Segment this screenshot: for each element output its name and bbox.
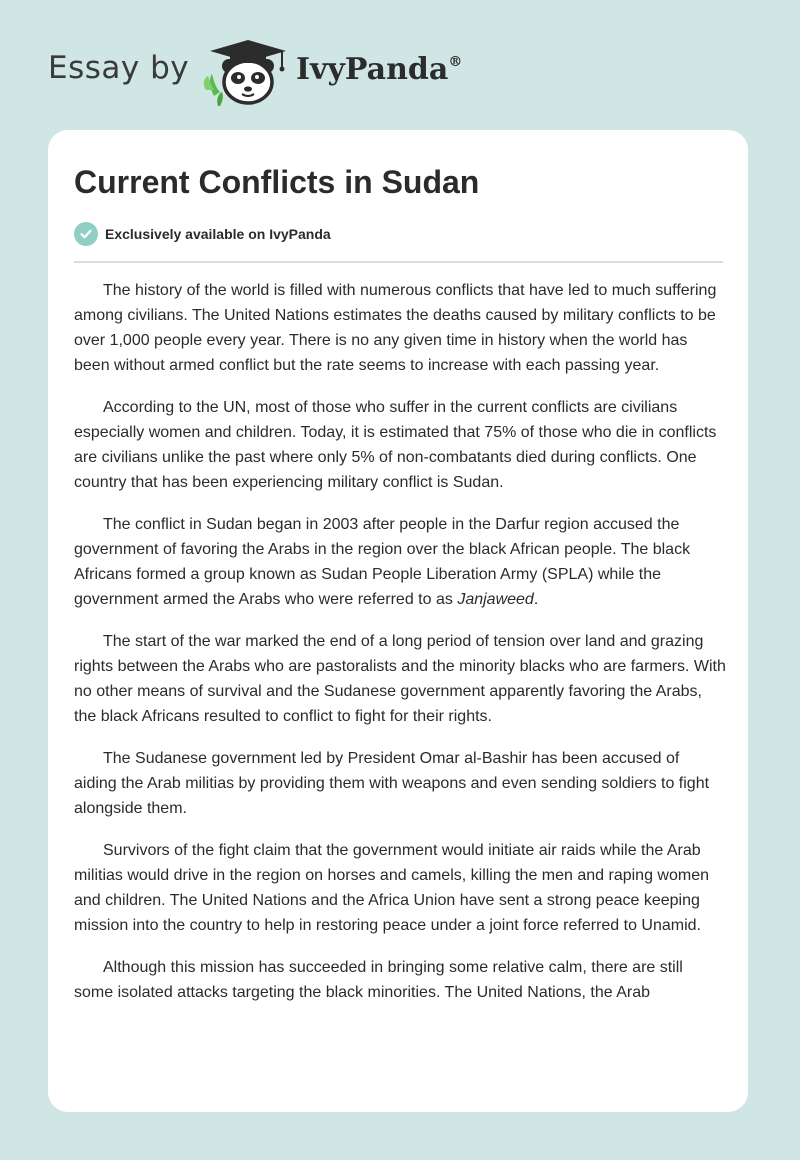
essay-by-label: Essay by: [48, 50, 190, 86]
article-body: [74, 278, 726, 1022]
paragraph: The Sudanese government led by President Omar al-Bashir has been accused of aiding the Arab militias by providing them with weapons and even sending soldiers to fight alongside them.: [74, 750, 710, 817]
paragraph: The history of the world is filled with numerous conflicts that have led to much suffering among civilians. The United Nations estimates the deaths caused by military conflicts to be over 1,000 people every year. There is no any given time in history when the world has been without armed conflict but the rate seems to increase with each passing year.: [74, 282, 717, 374]
check-circle-icon: [74, 222, 98, 246]
exclusive-badge: [74, 222, 331, 246]
brand-name-text: IvyPanda: [296, 52, 449, 87]
divider: [74, 261, 723, 263]
paragraph-text: The conflict in Sudan began in 2003 after people in the Darfur region accused the government of favoring the Arabs in the region over the black African people. The black Africans formed a group known as Sudan People Liberation Army (SPLA) while the government armed the Arabs who were referred to as: [74, 516, 691, 608]
essay-card: [48, 130, 748, 1112]
paragraph: The start of the war marked the end of a long period of tension over land and grazing rights between the Arabs who are pastoralists and the minority blacks who are farmers. With no other means of survival and the Sudanese government apparently favoring the Arabs, the black Africans resulted to conflict to fight for their rights.: [74, 633, 726, 725]
paragraph: [74, 512, 726, 612]
badge-text: Exclusively available on IvyPanda: [105, 226, 331, 242]
brand-name[interactable]: [296, 52, 462, 87]
paragraph: According to the UN, most of those who suffer in the current conflicts are civilians especially women and children. Today, it is estimated that 75% of those who die in conflicts are civilians unlike the past where only 5% of non-combatants died during conflicts. One country that has been experiencing military conflict is Sudan.: [74, 399, 717, 491]
emphasis-text: Janjaweed: [457, 591, 534, 608]
site-header: [0, 0, 800, 130]
page-title: Current Conflicts in Sudan: [74, 164, 480, 200]
paragraph-end: .: [533, 591, 539, 608]
paragraph: Survivors of the fight claim that the government would initiate air raids while the Arab militias would drive in the region on horses and camels, killing the men and raping women and children. The United Nations and the Africa Union have sent a strong peace keeping mission into the country to help in restoring peace under a joint force referred to Unamid.: [74, 842, 709, 934]
paragraph: Although this mission has succeeded in bringing some relative calm, there are still some isolated attacks targeting the black minorities. The United Nations, the Arab: [74, 959, 683, 1001]
registered-mark: ®: [448, 54, 463, 70]
panda-graduate-logo-icon: [200, 36, 296, 108]
